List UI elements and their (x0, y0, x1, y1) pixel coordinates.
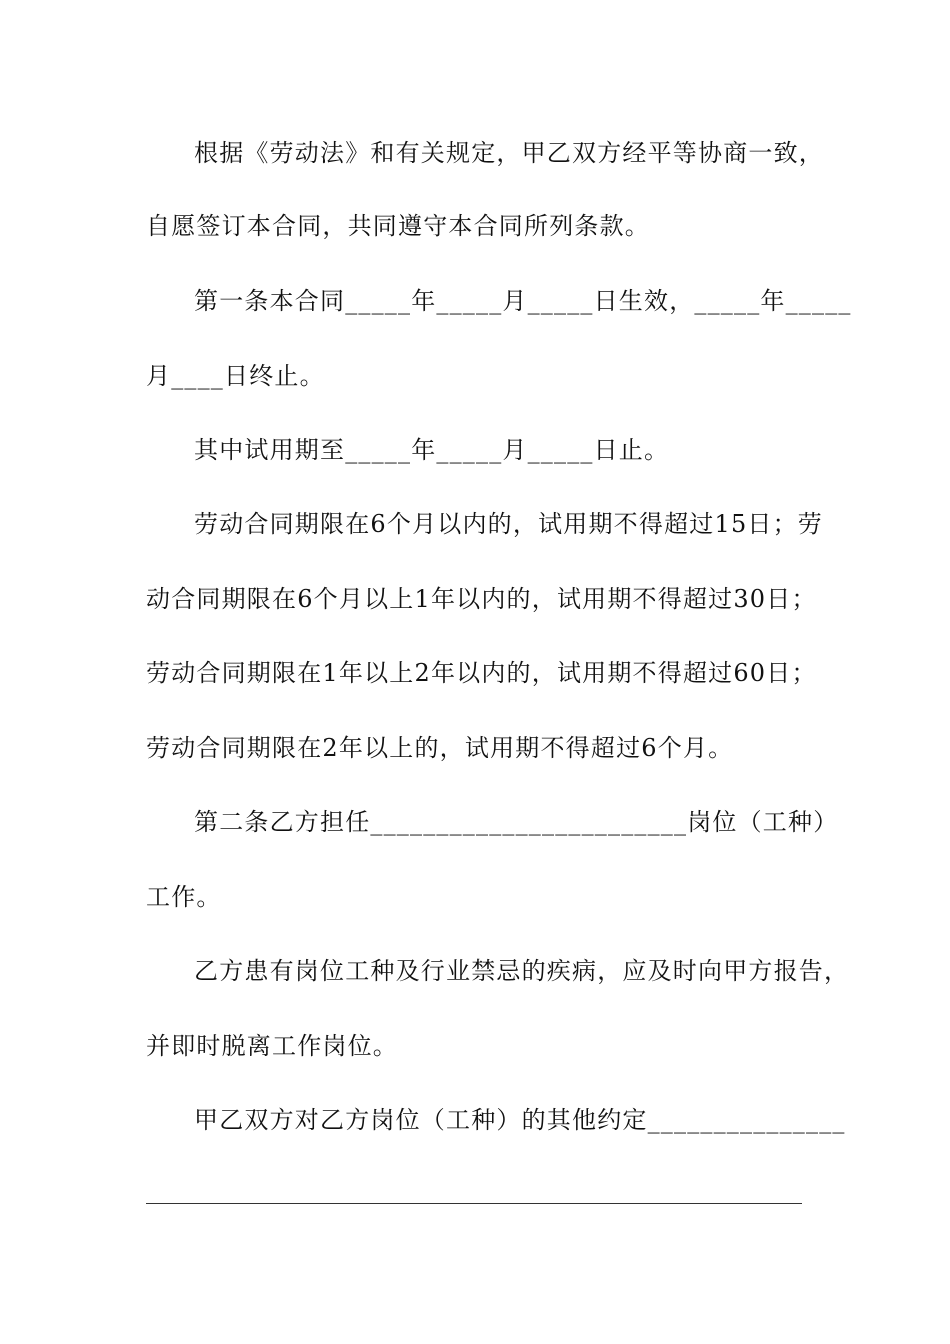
paragraph-intro-line-1: 根据《劳动法》和有关规定，甲乙双方经平等协商一致， (194, 139, 824, 167)
probation-rule-line-4: 劳动合同期限在2年以上的，试用期不得超过6个月。 (146, 734, 734, 762)
probation-period-line: 其中试用期至_____年_____月_____日止。 (194, 436, 670, 464)
blank-fill-rule (146, 1203, 802, 1204)
article-1-line-1: 第一条本合同_____年_____月_____日生效，_____年_____ (194, 287, 852, 315)
article-2-line-1: 第二条乙方担任________________________岗位（工种） (194, 808, 839, 836)
probation-rule-line-2: 动合同期限在6个月以上1年以内的，试用期不得超过30日； (146, 585, 817, 613)
probation-rule-line-3: 劳动合同期限在1年以上2年以内的，试用期不得超过60日； (146, 659, 817, 687)
paragraph-intro-line-2: 自愿签订本合同，共同遵守本合同所列条款。 (146, 212, 650, 240)
other-agreement-line: 甲乙双方对乙方岗位（工种）的其他约定_______________ (194, 1106, 846, 1134)
article-2-line-2: 工作。 (146, 883, 222, 911)
disease-report-line-2: 并即时脱离工作岗位。 (146, 1032, 398, 1060)
disease-report-line-1: 乙方患有岗位工种及行业禁忌的疾病，应及时向甲方报告， (194, 957, 850, 985)
probation-rule-line-1: 劳动合同期限在6个月以内的，试用期不得超过15日；劳 (194, 510, 824, 538)
article-1-line-2: 月____日终止。 (146, 362, 325, 390)
